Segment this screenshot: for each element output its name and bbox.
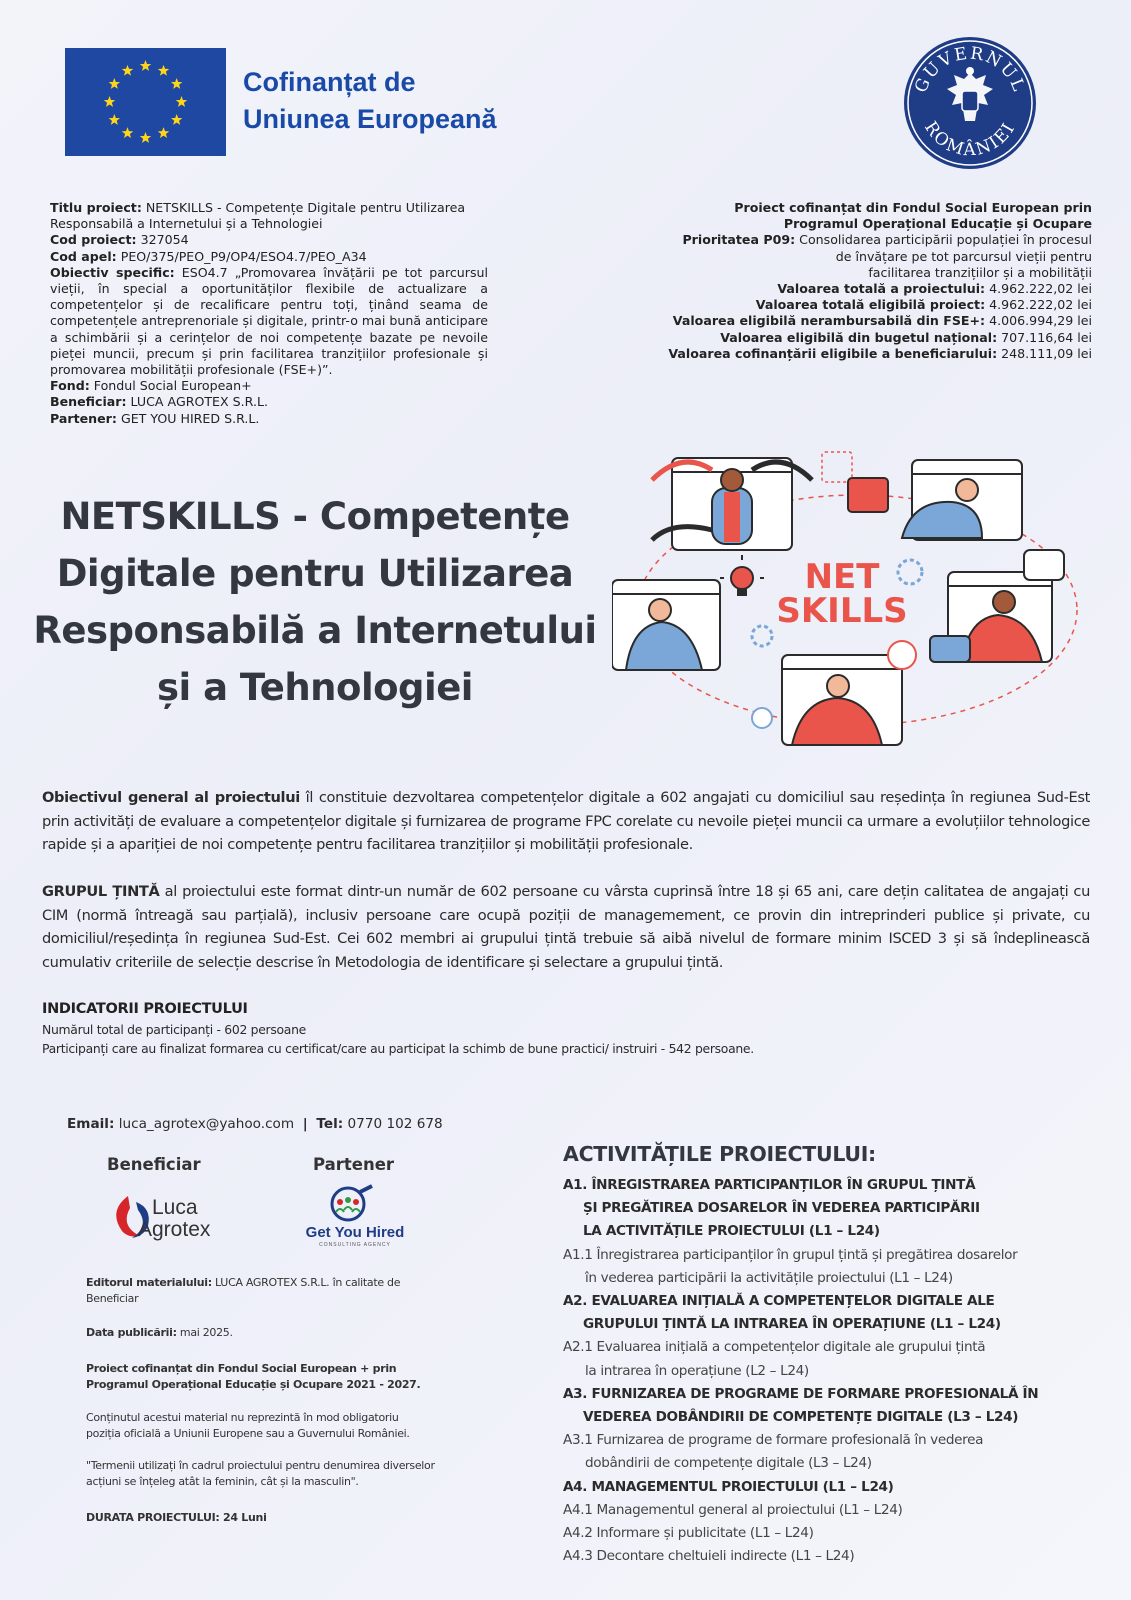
- eu-star-icon: [176, 96, 187, 107]
- chat-bubble-icon-2: [930, 636, 970, 662]
- editor-label: Editorul materialului:: [86, 1276, 212, 1289]
- titlu-value: NETSKILLS - Competențe Digitale pentru Utilizarea: [145, 200, 466, 215]
- eu-star-icon: [158, 65, 169, 76]
- val-cofin-value: 248.111,09 lei: [1001, 345, 1092, 361]
- activity-a1-line1: A1. ÎNREGISTRAREA PARTICIPANȚILOR ÎN GRUPUL ȚINTĂ: [563, 1177, 976, 1193]
- val-fse-value: 4.006.994,29 lei: [989, 313, 1092, 329]
- activity-a3-line2: VEDEREA DOBÂNDIRII DE COMPETENȚE DIGITALE (L3 – L24): [583, 1409, 1019, 1426]
- net-text: NET: [804, 557, 880, 597]
- window-person-bottom-icon: [752, 641, 916, 745]
- beneficiar-label: Beneficiar:: [50, 394, 127, 410]
- prioritate-label: Prioritatea P09:: [682, 232, 796, 248]
- target-group-label: GRUPUL ȚINTĂ: [42, 883, 160, 900]
- activity-a42: A4.2 Informare și publicitate (L1 – L24): [563, 1525, 814, 1542]
- title-line-1: NETSKILLS - Competențe: [60, 495, 570, 538]
- email-label: Email:: [67, 1116, 115, 1132]
- prioritate-line3: facilitarea tranzițiilor și a mobilității: [868, 264, 1092, 280]
- partener-label: Partener:: [50, 410, 117, 426]
- tel-value: 0770 102 678: [347, 1116, 443, 1132]
- val-totala-value: 4.962.222,02 lei: [989, 281, 1092, 297]
- beneficiar-logo-label: Beneficiar: [107, 1155, 201, 1174]
- indicators-title: INDICATORII PROIECTULUI: [42, 1001, 248, 1017]
- seal-bottom-text: ROMÂNIEI: [920, 118, 1020, 161]
- titlu-value-2: Responsabilă a Internetului și a Tehnologiei: [50, 216, 323, 232]
- activities-title: ACTIVITĂȚILE PROIECTULUI:: [563, 1142, 876, 1166]
- activity-a31-line1: A3.1 Furnizarea de programe de formare profesională în vederea: [563, 1432, 984, 1449]
- eu-stars-icon: [65, 48, 226, 156]
- cofin-text: Proiect cofinanțat din Fondul Social European + prin Programul Operațional Educație și Ocupare 2021 - 2027.: [86, 1362, 421, 1391]
- title-line-4: și a Tehnologiei: [156, 666, 473, 709]
- gear-icon: [898, 560, 922, 584]
- disclaimer-note: Conținutul acestui material nu reprezintă în mod obligatoriu poziția oficială a Uniunii Europene sau a Guvernului României.: [86, 1411, 410, 1440]
- eu-star-icon: [158, 127, 169, 138]
- contact-separator: |: [302, 1116, 308, 1132]
- activity-a4: A4. MANAGEMENTUL PROIECTULUI (L1 – L24): [563, 1478, 894, 1495]
- eu-line1: Cofinanțat de: [243, 67, 416, 97]
- activity-a1-line2: ȘI PREGĂTIREA DOSARELOR ÎN VEDEREA PARTICIPĂRII: [583, 1200, 980, 1217]
- skills-text: SKILLS: [776, 591, 908, 631]
- funding-line2: Programul Operațional Educație și Ocupare: [783, 216, 1092, 232]
- duration-note: [86, 1510, 436, 1526]
- window-person-puzzle-icon: [822, 452, 1022, 540]
- objective-text: îl constituie dezvoltarea competențelor digitale a 602 angajati cu domiciliul sau reședința în regiunea Sud-Est prin activități de evaluare a competențelor digitale și furnizarea de programe FPC corelate cu nevoile pieței muncii ca urmare a evoluțiilor tehnologice rapide și a apariției de noi competențe pentru facilitarea tranzițiilor și mobilității profesionale.: [42, 789, 1090, 853]
- eu-star-icon: [109, 78, 120, 89]
- gyh-logo-name: Get You Hired: [305, 1224, 405, 1241]
- eu-star-icon: [171, 114, 182, 125]
- val-buget-value: 707.116,64 lei: [1001, 329, 1092, 345]
- publication-date-note: [86, 1325, 436, 1341]
- activity-a2-line2: GRUPULUI ȚINTĂ LA INTRAREA ÎN OPERAȚIUNE (L1 – L24): [583, 1316, 1001, 1333]
- cod-apel-label: Cod apel:: [50, 248, 117, 264]
- durata-text: DURATA PROIECTULUI: 24 Luni: [86, 1511, 267, 1524]
- luca-logo-line2: Agrotex: [138, 1218, 211, 1241]
- beneficiar-value: LUCA AGROTEX S.R.L.: [130, 394, 268, 410]
- eu-star-icon: [140, 132, 151, 143]
- activity-a31-line2: dobândirii de competențe digitale (L3 – L24): [585, 1455, 872, 1472]
- activity-a1-line3: LA ACTIVITĂȚILE PROIECTULUI (L1 – L24): [583, 1223, 880, 1240]
- user-icon-2: [752, 708, 772, 728]
- netskills-illustration: [612, 450, 1097, 760]
- data-value: mai 2025.: [179, 1326, 233, 1339]
- val-fse-label: Valoarea eligibilă nerambursabilă din FSE+:: [672, 313, 986, 329]
- indicator-line-2: Participanți care au finalizat formarea cu certificat/care au participat la schimb de bune practici/ instruiri - 542 persoane.: [42, 1041, 754, 1056]
- indicators-section: [42, 1000, 1090, 1059]
- funding-line1: Proiect cofinanțat din Fondul Social European prin: [734, 200, 1092, 215]
- fond-value: Fondul Social European+: [93, 378, 252, 394]
- window-person-arrows-icon: [652, 458, 812, 550]
- fond-label: Fond:: [50, 378, 90, 394]
- chat-bubble-icon: [1024, 550, 1064, 580]
- eu-star-icon: [140, 60, 151, 71]
- prioritate-line2: de învățare pe tot parcursul vieții pentru: [835, 248, 1092, 264]
- seal-top-text: GUVERNUL: [910, 43, 1029, 96]
- window-person-right-icon: [930, 550, 1064, 662]
- partener-value: GET YOU HIRED S.R.L.: [120, 410, 260, 426]
- gear-icon-2: [752, 626, 772, 646]
- eu-cofinance-label: [243, 64, 543, 138]
- eu-star-icon: [122, 127, 133, 138]
- contact-line: [67, 1116, 547, 1132]
- eu-flag: [65, 48, 226, 156]
- project-info: [50, 200, 488, 427]
- activity-a3-line1: A3. FURNIZAREA DE PROGRAME DE FORMARE PROFESIONALĂ ÎN: [563, 1385, 1039, 1402]
- government-seal: [902, 35, 1038, 171]
- activity-a2-line1: A2. EVALUAREA INIȚIALĂ A COMPETENȚELOR DIGITALE ALE: [563, 1293, 995, 1310]
- titlu-label: Titlu proiect:: [50, 200, 142, 215]
- gyh-logo-sub: CONSULTING AGENCY: [319, 1242, 391, 1248]
- activity-a11-line1: A1.1 Înregistrarea participanților în grupul țintă și pregătirea dosarelor: [563, 1246, 1018, 1263]
- activity-a41: A4.1 Managementul general al proiectului (L1 – L24): [563, 1501, 903, 1518]
- target-group-text: al proiectului este format dintr-un număr de 602 persoane cu vârsta cuprinsă între 18 și 65 ani, care dețin calitatea de angajați cu CIM (normă întreagă sau parțială), inclusiv persoane care ocupă poziții de managemement, ce provin din intreprinderi publice și private, cu domiciliul/reședința în regiunea Sud-Est. Cei 602 membri ai grupului țintă trebuie să aibă nivelul de formare minim ISCED 3 și să îndeplinească cumulativ criteriile de selecție descrise în Metodologia de identificare și selectare a grupului țintă.: [42, 883, 1091, 971]
- eu-star-icon: [122, 65, 133, 76]
- tel-label: Tel:: [316, 1116, 344, 1132]
- objective-label: Obiectivul general al proiectului: [42, 789, 300, 806]
- obiectiv-value: ESO4.7 „Promovarea învățării pe tot parcursul vieții, în special a oportunităților flexibile de actualizare a competențelor și de recalificare pentru toți, ținând seama de competențele antreprenoriale și digitale, printr-o mai bună anticipare a schimbării și a cerințelor de noi competențe bazate pe nevoile pieței muncii, precum și prin facilitarea tranzițiilor profesionale și promovarea mobilității profesionale (FSE+)”.: [50, 264, 489, 378]
- editor-note: [86, 1275, 436, 1307]
- cofinance-note: [86, 1361, 436, 1393]
- val-eligibila-value: 4.962.222,02 lei: [989, 297, 1092, 313]
- eu-star-icon: [171, 78, 182, 89]
- window-person-left-icon: [612, 580, 720, 670]
- activities-list: [563, 1174, 1083, 1568]
- email-link[interactable]: luca_agrotex@yahoo.com: [118, 1116, 295, 1132]
- activity-a11-line2: în vederea participării la activitățile proiectului (L1 – L24): [585, 1269, 953, 1286]
- indicator-line-1: Numărul total de participanți - 602 persoane: [42, 1021, 306, 1037]
- val-totala-label: Valoarea totală a proiectului:: [777, 281, 986, 297]
- lightbulb-icon: [720, 555, 764, 596]
- eu-line2: Uniunea Europeană: [243, 104, 497, 134]
- terms-note: "Termenii utilizați în cadrul proiectului pentru denumirea diverselor acțiuni se înțeleg atât la feminin, cât și la masculin".: [86, 1459, 435, 1488]
- val-cofin-label: Valoarea cofinanțării eligibile a beneficiarului:: [668, 345, 998, 361]
- val-buget-label: Valoarea eligibilă din bugetul național:: [720, 329, 998, 345]
- funding-info: [610, 200, 1092, 362]
- objective-paragraph: [42, 786, 1090, 857]
- user-icon: [888, 641, 916, 669]
- title-line-3: Responsabilă a Internetului: [33, 609, 597, 652]
- title-line-2: Digitale pentru Utilizarea: [56, 552, 574, 595]
- page-title: [30, 488, 600, 716]
- prioritate-line1: Consolidarea participării populației în procesul: [799, 232, 1092, 248]
- luca-agrotex-logo: [108, 1186, 218, 1246]
- activity-a21-line1: A2.1 Evaluarea inițială a competențelor digitale ale grupului țintă: [563, 1339, 986, 1356]
- activity-a21-line2: la intrarea în operațiune (L2 – L24): [585, 1362, 809, 1379]
- editor-value: LUCA AGROTEX S.R.L. în calitate de Beneficiar: [86, 1276, 401, 1305]
- get-you-hired-logo: [292, 1184, 418, 1252]
- obiectiv-label: Obiectiv specific:: [50, 264, 175, 280]
- data-label: Data publicării:: [86, 1326, 177, 1339]
- cod-apel-value: PEO/375/PEO_P9/OP4/ESO4.7/PEO_A34: [120, 248, 367, 264]
- activity-a43: A4.3 Decontare cheltuieli indirecte (L1 – L24): [563, 1548, 855, 1565]
- target-group-paragraph: [42, 880, 1090, 974]
- cod-proiect-label: Cod proiect:: [50, 232, 137, 248]
- val-eligibila-label: Valoarea totală eligibilă proiect:: [755, 297, 986, 313]
- eu-star-icon: [104, 96, 115, 107]
- luca-logo-line1: Luca: [152, 1196, 198, 1219]
- cod-proiect-value: 327054: [140, 232, 189, 248]
- partener-logo-label: Partener: [313, 1155, 395, 1174]
- eu-star-icon: [109, 114, 120, 125]
